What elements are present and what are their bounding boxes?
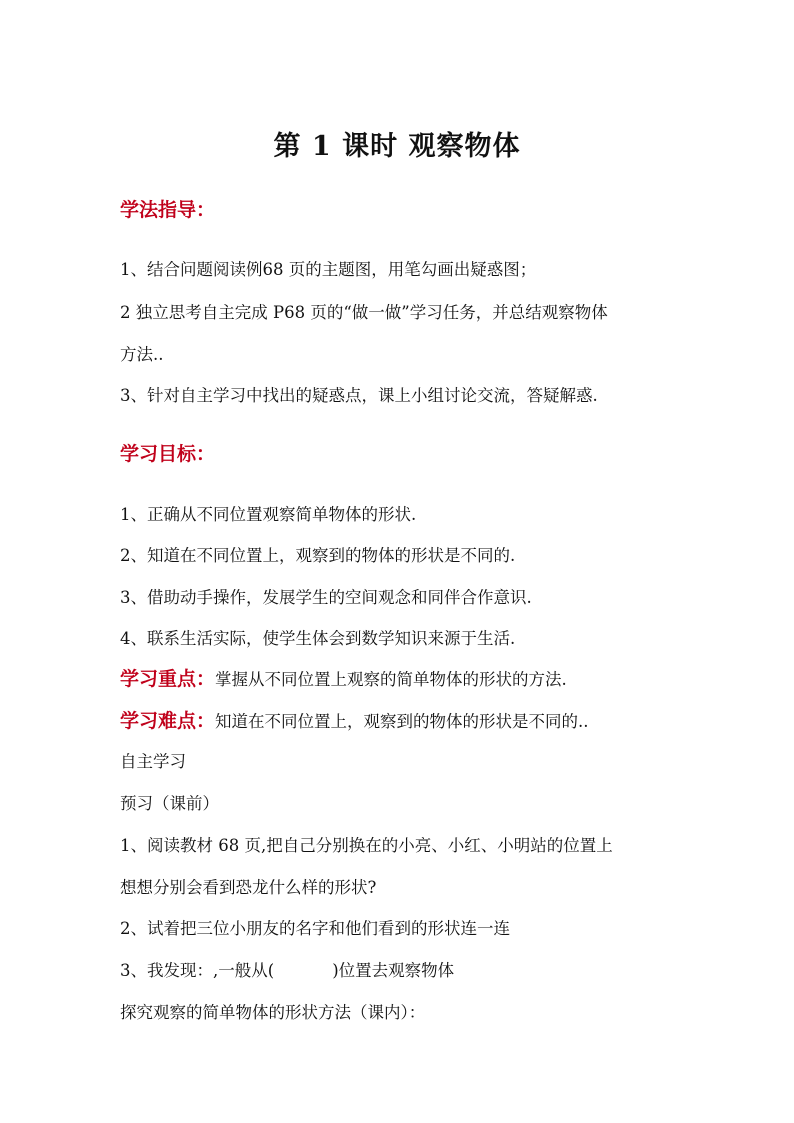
yuxi-label: 预习（课前）	[120, 794, 219, 813]
xuefa-item-3: 3、针对自主学习中找出的疑惑点，课上小组讨论交流，答疑解惑.	[120, 386, 598, 405]
tanjiu-label: 探究观察的简单物体的形状方法（课内）：	[120, 1003, 426, 1022]
task-1-cont: 想想分别会看到恐龙什么样的形状?	[120, 878, 377, 897]
task-3-suffix: )位置去观察物体	[332, 961, 455, 980]
nandian-text: 知道在不同位置上，观察到的物体的形状是不同的..	[215, 712, 589, 731]
mubiao-item-2: 2、知道在不同位置上，观察到的物体的形状是不同的.	[120, 546, 516, 565]
zizhu-label: 自主学习	[120, 752, 186, 771]
xuefa-heading: 学法指导：	[120, 199, 216, 221]
mubiao-heading: 学习目标：	[120, 443, 216, 465]
zhongdian-text: 掌握从不同位置上观察的简单物体的形状的方法.	[215, 670, 567, 689]
mubiao-item-4: 4、联系生活实际，使学生体会到数学知识来源于生活.	[120, 629, 516, 648]
xuefa-item-2-cont: 方法..	[120, 345, 164, 364]
task-1: 1、阅读教材 68 页,把自己分别换在的小亮、小红、小明站的位置上	[120, 836, 613, 855]
mubiao-item-1: 1、正确从不同位置观察简单物体的形状.	[120, 505, 417, 524]
task-3-prefix: 3、我发现：,一般从(	[120, 961, 275, 980]
nandian-line	[120, 709, 589, 734]
xuefa-item-2: 2 独立思考自主完成 P68 页的“做一做”学习任务，并总结观察物体	[120, 303, 608, 322]
nandian-label: 学习难点：	[120, 710, 216, 732]
task-2: 2、试着把三位小朋友的名字和他们看到的形状连一连	[120, 919, 510, 938]
zhongdian-label: 学习重点：	[120, 668, 216, 690]
page-title: 第 1 课时 观察物体	[273, 131, 521, 162]
zhongdian-line	[120, 667, 567, 692]
xuefa-item-1: 1、结合问题阅读例68 页的主题图，用笔勾画出疑惑图；	[120, 260, 537, 279]
mubiao-item-3: 3、借助动手操作，发展学生的空间观念和同伴合作意识.	[120, 588, 532, 607]
task-3	[120, 959, 454, 983]
